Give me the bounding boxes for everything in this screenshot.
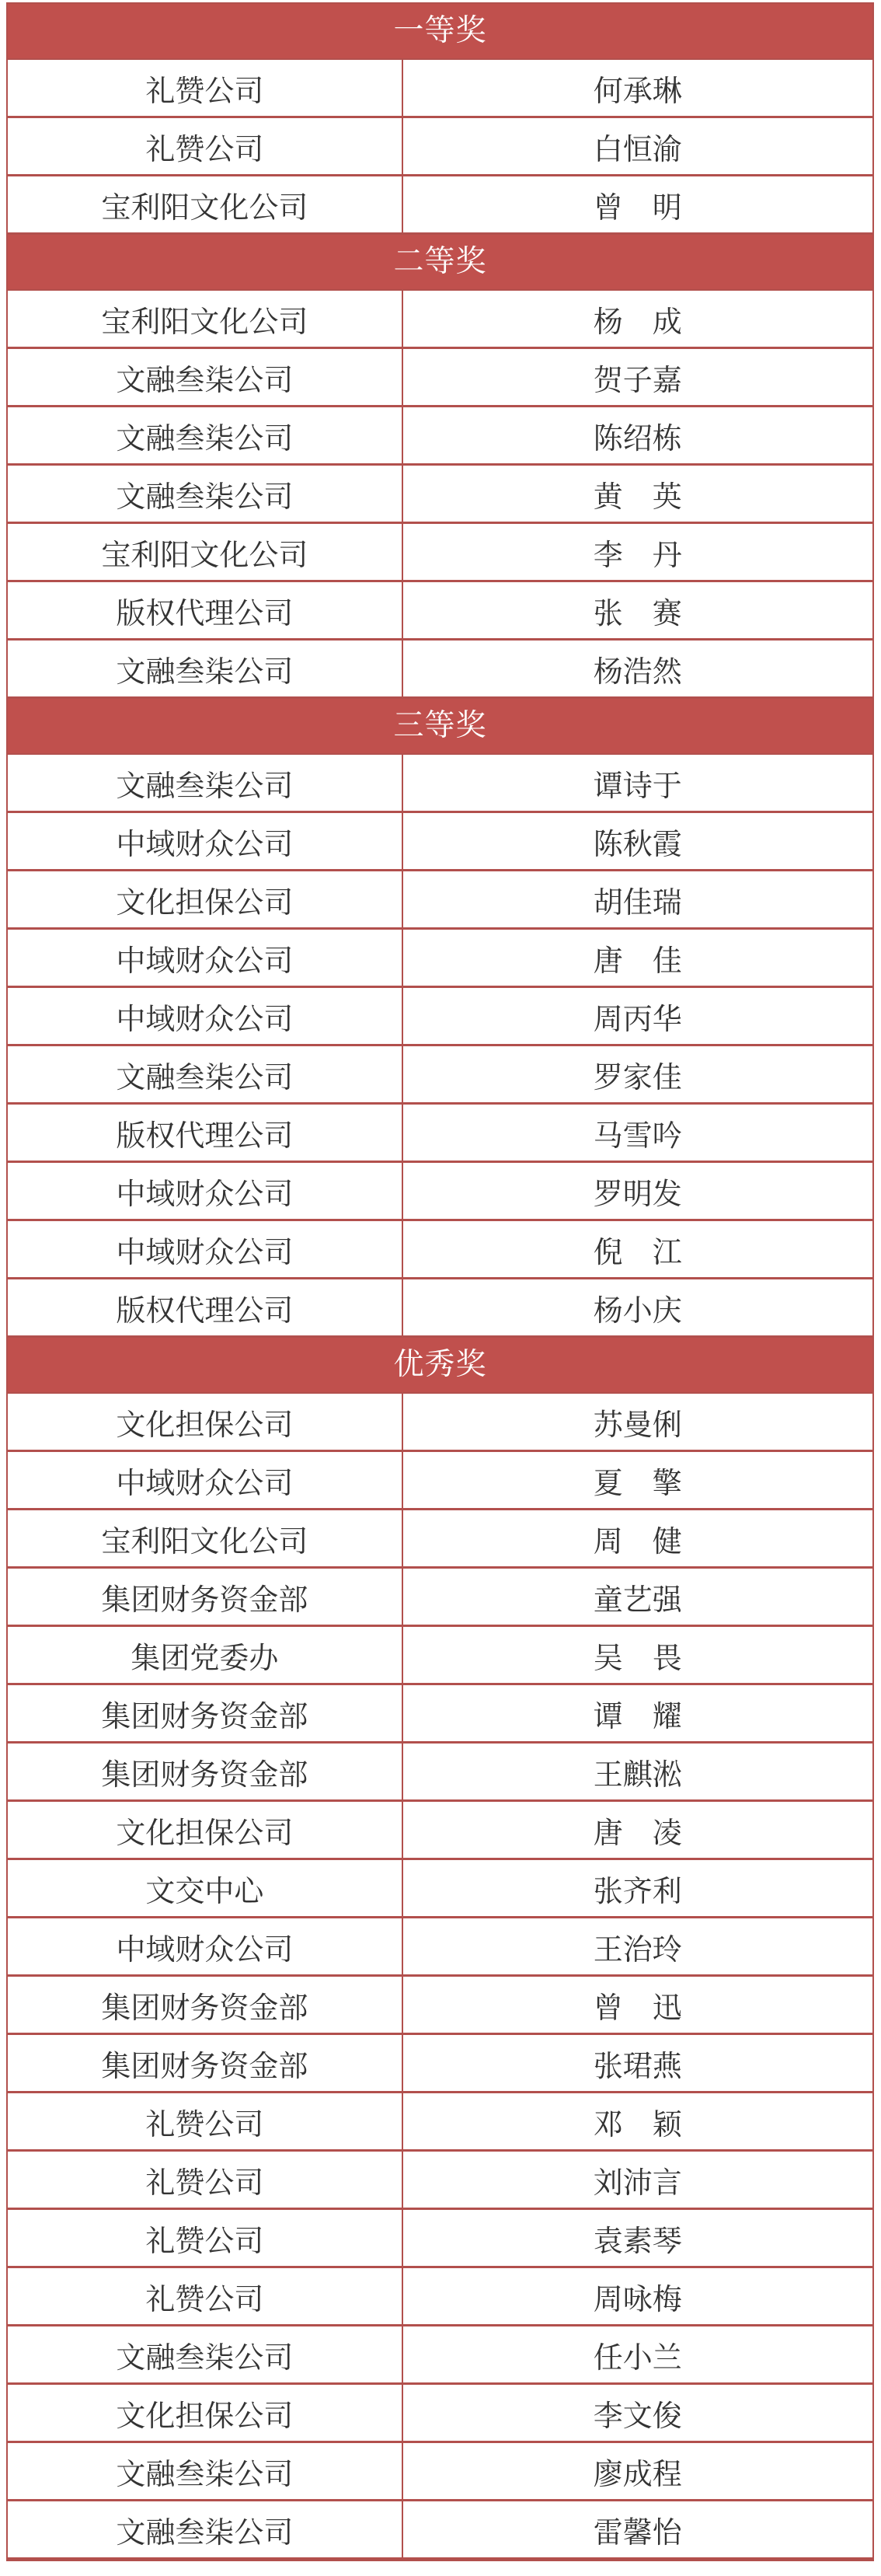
company-cell: 文融叁柒公司 [8,466,403,522]
winner-name-cell: 袁素琴 [593,2223,682,2258]
winner-row [8,291,872,349]
company-cell: 礼赞公司 [8,2093,403,2149]
winner-row [8,1744,872,1802]
winner-name-cell: 杨小庆 [593,1293,682,1328]
winner-name-cell: 谭诗于 [593,768,682,803]
company-cell: 集团党委办 [8,1627,403,1683]
company-cell: 集团财务资金部 [8,1977,403,2033]
winner-row [8,2210,872,2268]
company-cell: 文融叁柒公司 [8,2501,403,2557]
winner-row [8,1163,872,1221]
company-cell: 版权代理公司 [8,1279,403,1335]
winner-row [8,2501,872,2560]
winner-name-cell: 白恒渝 [593,131,682,166]
winner-name-cell: 倪 江 [593,1234,682,1269]
award-section-header: 三等奖 [8,699,872,755]
company-cell: 版权代理公司 [8,582,403,638]
company-cell: 文化担保公司 [8,1802,403,1858]
company-cell: 文融叁柒公司 [8,2326,403,2382]
winner-name-cell: 陈秋霞 [593,826,682,861]
company-cell: 文化担保公司 [8,871,403,927]
winner-name-cell: 李文俊 [593,2398,682,2433]
winner-row [8,2385,872,2443]
winner-name-cell: 黄 英 [593,479,682,514]
company-cell: 宝利阳文化公司 [8,176,403,232]
winner-name-cell: 曾 明 [593,190,682,225]
winner-name-cell: 李 丹 [593,537,682,572]
award-section-header: 二等奖 [8,235,872,291]
awards-table [6,2,874,2561]
winner-row [8,1860,872,1918]
winner-row [8,1279,872,1338]
winner-name-cell: 唐 佳 [593,943,682,978]
company-cell: 中域财众公司 [8,813,403,869]
winner-name-cell: 贺子嘉 [593,362,682,397]
winner-name-cell: 唐 凌 [593,1815,682,1850]
winner-name-cell: 夏 擎 [593,1465,682,1500]
winner-row [8,524,872,582]
winner-name-cell: 谭 耀 [593,1698,682,1733]
winner-name-cell: 张 赛 [593,595,682,630]
winner-row [8,1627,872,1685]
winner-row [8,582,872,641]
company-cell: 礼赞公司 [8,2210,403,2266]
company-cell: 文融叁柒公司 [8,2443,403,2499]
winner-row [8,641,872,699]
winner-name-cell: 罗家佳 [593,1059,682,1094]
company-cell: 礼赞公司 [8,118,403,174]
winner-row [8,1452,872,1510]
company-cell: 中域财众公司 [8,930,403,986]
winner-row [8,930,872,988]
company-cell: 中域财众公司 [8,1163,403,1219]
winner-row [8,1394,872,1452]
winner-name-cell: 罗明发 [593,1176,682,1211]
winner-row [8,2035,872,2093]
winner-name-cell: 童艺强 [593,1582,682,1617]
company-cell: 文融叁柒公司 [8,407,403,463]
winner-name-cell: 何承琳 [593,73,682,108]
winner-name-cell: 廖成程 [593,2456,682,2491]
winner-row [8,755,872,813]
award-section-header: 一等奖 [8,4,872,60]
winner-name-cell: 周丙华 [593,1001,682,1036]
winner-row [8,1046,872,1105]
winner-row [8,466,872,524]
company-cell: 文融叁柒公司 [8,349,403,405]
winner-name-cell: 胡佳瑞 [593,885,682,920]
company-cell: 文交中心 [8,1860,403,1916]
winner-name-cell: 王治玲 [593,1932,682,1967]
winner-row [8,2326,872,2385]
company-cell: 集团财务资金部 [8,2035,403,2091]
winner-name-cell: 雷馨怡 [593,2515,682,2550]
company-cell: 文化担保公司 [8,2385,403,2441]
winner-name-cell: 任小兰 [593,2340,682,2375]
winner-name-cell: 马雪吟 [593,1118,682,1153]
winner-name-cell: 陈绍栋 [593,421,682,456]
company-cell: 文融叁柒公司 [8,641,403,696]
company-cell: 中域财众公司 [8,988,403,1044]
winner-name-cell: 杨 成 [593,304,682,339]
winner-name-cell: 刘沛言 [593,2165,682,2200]
winner-name-cell: 王麒淞 [593,1757,682,1792]
winner-row [8,1918,872,1977]
winner-row [8,1105,872,1163]
winner-name-cell: 苏曼俐 [593,1407,682,1442]
company-cell: 文融叁柒公司 [8,1046,403,1102]
winner-row [8,871,872,930]
company-cell: 宝利阳文化公司 [8,291,403,347]
company-cell: 文化担保公司 [8,1394,403,1450]
winner-row [8,118,872,176]
winner-row [8,813,872,871]
company-cell: 礼赞公司 [8,2268,403,2324]
winner-row [8,60,872,118]
winner-name-cell: 张珺燕 [593,2048,682,2083]
winner-row [8,2268,872,2326]
company-cell: 礼赞公司 [8,2152,403,2208]
winner-row [8,1221,872,1279]
winner-row [8,1569,872,1627]
winner-name-cell: 曾 迅 [593,1990,682,2025]
company-cell: 中域财众公司 [8,1221,403,1277]
winner-row [8,1802,872,1860]
company-cell: 集团财务资金部 [8,1685,403,1741]
award-section-header: 优秀奖 [8,1338,872,1394]
company-cell: 宝利阳文化公司 [8,1510,403,1566]
winner-row [8,1977,872,2035]
winner-name-cell: 邓 颖 [593,2107,682,2141]
winner-row [8,988,872,1046]
company-cell: 中域财众公司 [8,1918,403,1974]
company-cell: 礼赞公司 [8,60,403,116]
winner-name-cell: 张齐利 [593,1873,682,1908]
winner-row [8,2152,872,2210]
winner-name-cell: 周 健 [593,1524,682,1559]
company-cell: 集团财务资金部 [8,1744,403,1799]
winner-row [8,176,872,235]
company-cell: 版权代理公司 [8,1105,403,1161]
company-cell: 文融叁柒公司 [8,755,403,811]
winner-name-cell: 周咏梅 [593,2281,682,2316]
company-cell: 集团财务资金部 [8,1569,403,1625]
winner-name-cell: 杨浩然 [593,654,682,689]
winner-row [8,407,872,466]
winner-row [8,1510,872,1569]
winner-row [8,2443,872,2501]
winner-name-cell: 吴 畏 [593,1640,682,1675]
winner-row [8,1685,872,1744]
winner-row [8,2093,872,2152]
company-cell: 宝利阳文化公司 [8,524,403,580]
winner-row [8,349,872,407]
company-cell: 中域财众公司 [8,1452,403,1508]
